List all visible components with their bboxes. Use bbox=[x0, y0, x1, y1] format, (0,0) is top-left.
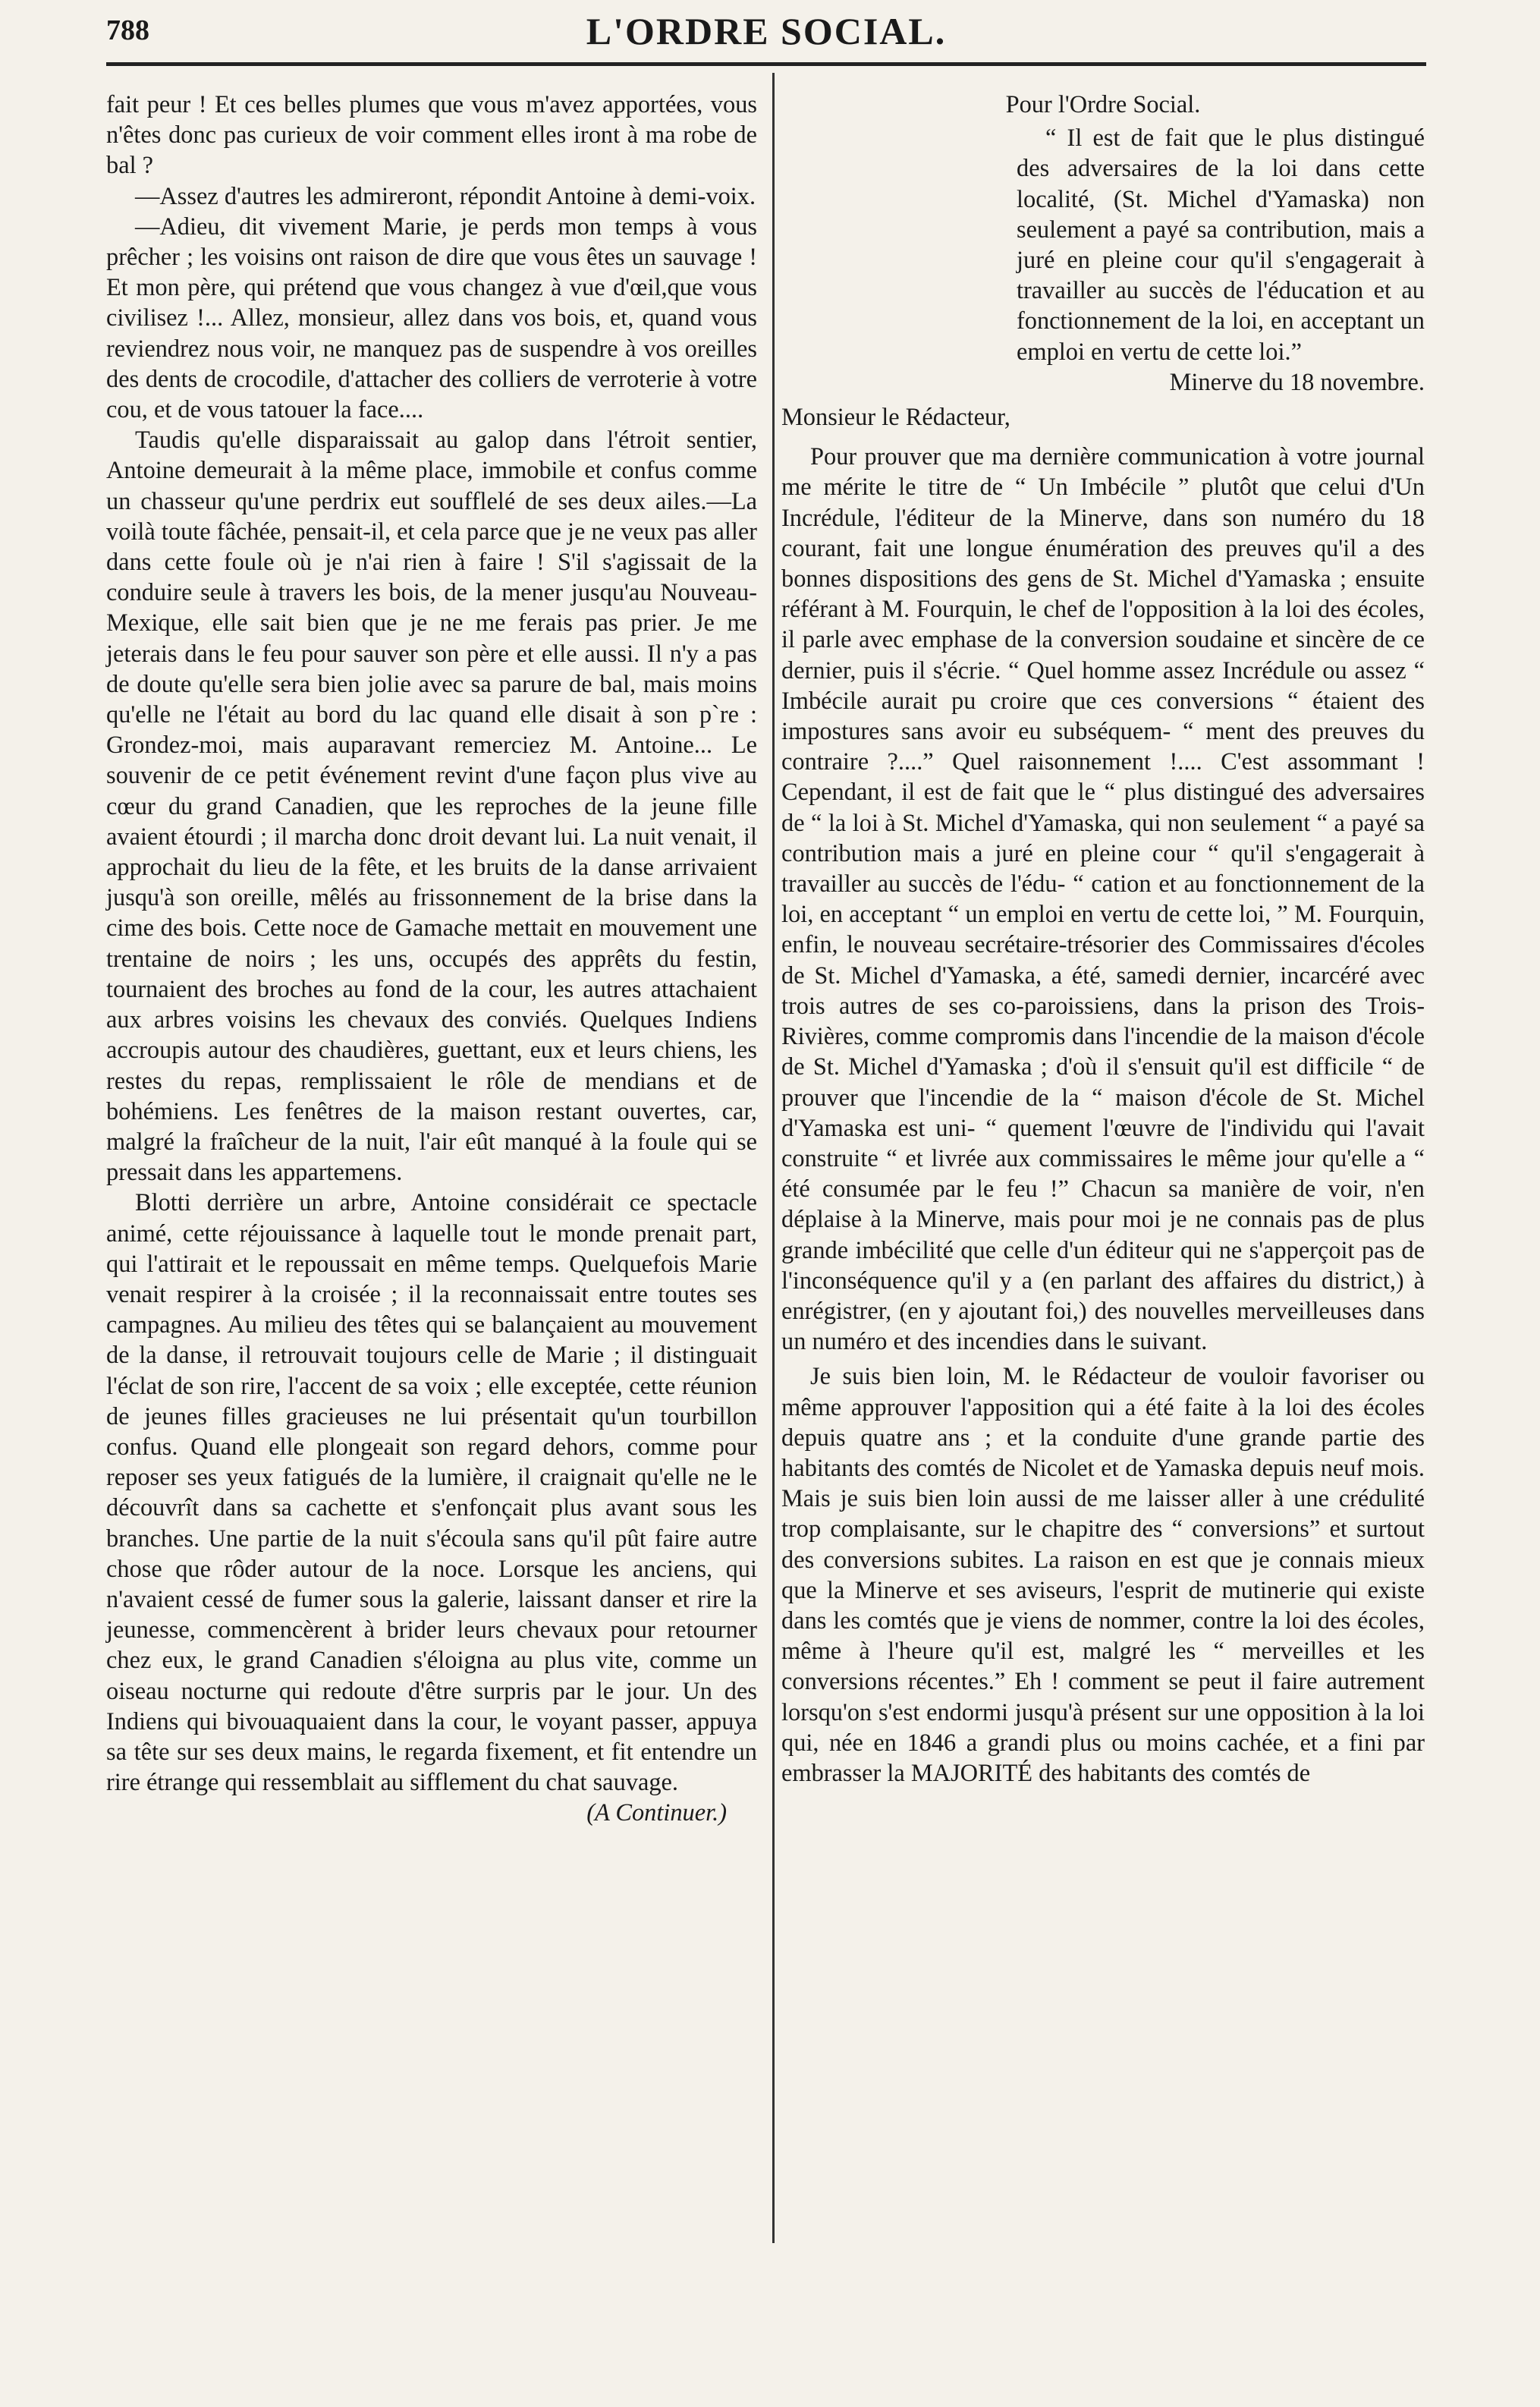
story-paragraph: fait peur ! Et ces belles plumes que vous m'avez apportées, vous n'êtes donc pas curieux de voir comment elles iront à ma robe de bal ? bbox=[106, 91, 757, 180]
epigraph-quote: “ Il est de fait que le plus distingué des adversaires de la loi dans cette localité, (St. Michel d'Yamaska) non seulement a payé sa contribution, mais a juré en pleine cour qu'il s'engagerait à travailler au succès de l'éducation et au fonctionnement de la loi, en acceptant un emploi en vertu de cette loi.” bbox=[1017, 124, 1425, 366]
page-number: 788 bbox=[106, 14, 149, 46]
quote-attribution: Minerve du 18 novembre. bbox=[1169, 368, 1425, 396]
left-column bbox=[106, 90, 757, 1829]
story-paragraph: Taudis qu'elle disparaissait au galop dans l'étroit sentier, Antoine demeurait à la même place, immobile et confus comme un chasseur qu'une perdrix eut soufflelé de ses deux ailes.—La voilà toute fâchée, pensait-il, et cela parce que je ne veux pas aller dans cette foule où je n'ai rien à faire ! S'il s'agissait de la conduire seule à travers les bois, de la mener jusqu'au Nouveau-Mexique, elle sait bien que je ne me ferais pas prier. Je me jeterais dans le feu pour sauver son père et elle aussi. Il n'y a pas de doute qu'elle sera bien jolie avec sa parure de bal, mais moins qu'elle ne l'était au bord du lac quand elle disait à son p`re : Grondez-moi, mais auparavant remerciez M. Antoine... Le souvenir de ce petit événement revint d'une façon plus vive au cœur du grand Canadien, que les reproches de la jeune fille avaient étourdi ; il marcha donc droit devant lui. La nuit venait, il approchait du lieu de la fête, et les bruits de la danse arrivaient jusqu'à son oreille, mêlés au frissonnement de la brise dans la cime des bois. Cette noce de Gamache mettait en mouvement une trentaine de noirs ; les uns, occupés des apprêts du festin, tournaient des broches au fond de la cour, les autres attachaient aux arbres voisins les chevaux des conviés. Quelques Indiens accroupis autour des chaudières, guettant, eux et leurs chiens, les restes du repas, remplissaient le rôle de mendians et de bohémiens. Les fenêtres de la maison restant ouvertes, car, malgré la fraîcheur de la nuit, l'air eût manqué à la foule qui se pressait dans les appartemens. bbox=[106, 426, 757, 1187]
letter-salutation: Monsieur le Rédacteur, bbox=[781, 404, 1010, 432]
story-paragraph: Blotti derrière un arbre, Antoine considérait ce spectacle animé, cette réjouissance à laquelle tout le monde prenait part, qui l'attirait et le repoussait en même temps. Quelquefois Marie venait respirer à la croisée ; il la reconnaissait entre toutes ses campagnes. Au milieu des têtes qui se balançaient au mouvement de la danse, il retrouvait toujours celle de Marie ; il distinguait l'éclat de son rire, l'accent de sa voix ; elle exceptée, cette réunion de jeunes filles gracieuses ne lui présentait qu'un tourbillon confus. Quand elle plongeait son regard dehors, comme pour reposer ses yeux fatigués de la lumière, il craignait qu'elle ne le découvrît dans sa cachette et s'enfonçait plus avant sous les branches. Une partie de la nuit s'écoula sans qu'il pût faire autre chose que rôder autour de la noce. Lorsque les anciens, qui n'avaient cessé de fumer sous la galerie, laissant danser et rire la jeunesse, commencèrent à brider leurs chevaux pour retourner chez eux, le grand Canadien s'éloigna au plus vite, comme un oiseau nocturne qui redoute d'être surpris par le jour. Un des Indiens qui bivouaquaient dans la cour, le voyant passer, appuya sa tête sur ses deux mains, le regarda fixement, et fit entendre un rire étrange qui ressemblait au sifflement du chat sauvage. bbox=[106, 1189, 757, 1797]
letter-source: Pour l'Ordre Social. bbox=[1005, 91, 1201, 118]
continuation-note: (A Continuer.) bbox=[586, 1799, 727, 1827]
story-paragraph: —Assez d'autres les admireront, répondit Antoine à demi-voix. bbox=[135, 182, 756, 210]
column-divider bbox=[772, 73, 775, 2243]
letter-paragraph: Pour prouver que ma dernière communication à votre journal me mérite le titre de “ Un Imbécile ” plutôt que celui d'Un Incrédule, l'éditeur de la Minerve, dans son numéro du 18 courant, fait une longue énumération des preuves qu'il a des bonnes dispositions des gens de St. Michel d'Yamaska ; ensuite référant à M. Fourquin, le chef de l'opposition à la loi des écoles, il parle avec emphase de la conversion soudaine et sincère de ce dernier, puis il s'écrie. “ Quel homme assez Incrédule ou assez “ Imbécile aurait pu croire que ces conversions “ étaient des impostures sans avoir eu subséquem- “ ment des preuves du contraire ?....” Quel raisonnement !.... C'est assommant ! Cependant, il est de fait que le “ plus distingué des adversaires de “ la loi à St. Michel d'Yamaska, qui non seulement “ a payé sa contribution mais a juré en pleine cour “ qu'il s'engagerait à travailler au succès de l'édu- “ cation et au fonctionnement de la loi, en acceptant “ un emploi en vertu de cette loi, ” M. Fourquin, enfin, le nouveau secrétaire-trésorier des Commissaires d'écoles de St. Michel d'Yamaska, a été, samedi dernier, incarcéré avec trois autres de ses co-paroissiens, dans la prison des Trois-Rivières, comme compromis dans l'incendie de la maison d'école de St. Michel d'Yamaska ; d'où il s'ensuit qu'il est difficile “ de prouver que l'incendie de la “ maison d'école de St. Michel d'Yamaska est uni- “ quement l'œuvre de l'individu qui l'avait construite “ et livrée aux commissaires le même jour qu'elle a “ été consumée par le feu !” Chacun sa manière de voir, n'en déplaise à la Minerve, mais pour moi je ne connais pas de plus grande imbécilité que celle d'un éditeur qui ne s'apperçoit pas de l'inconséquence qu'il y a (en parlant des affaires du district,) à enrégistrer, (en y ajoutant foi,) des nouvelles merveilleuses dans un numéro et des incendies dans le suivant. bbox=[781, 443, 1425, 1356]
letter-paragraph: Je suis bien loin, M. le Rédacteur de vouloir favoriser ou même approuver l'apposition qui a été faite à la loi des écoles depuis quatre ans ; et la conduite d'une grande partie des habitants des comtés de Nicolet et de Yamaska depuis neuf mois. Mais je suis bien loin aussi de me laisser aller à une crédulité trop complaisante, sur le chapitre des “ conversions” et surtout des conversions subites. La raison en est que je connais mieux que la Minerve et ses aviseurs, l'esprit de mutinerie qui existe dans les comtés que je viens de nommer, contre la loi des écoles, même à l'heure qu'il est, malgré les “ merveilles et les conversions récentes.” Eh ! comment se peut il faire autrement lorsqu'on s'est endormi jusqu'à présent sur une opposition à la loi qui, née en 1846 a grandi plus ou moins cachée, et a fini par embrasser la MAJORITÉ des habitants des comtés de bbox=[781, 1363, 1425, 1787]
header-rule bbox=[106, 62, 1426, 66]
page-header bbox=[106, 6, 1426, 59]
story-paragraph: —Adieu, dit vivement Marie, je perds mon temps à vous prêcher ; les voisins ont raison de dire que vous êtes un sauvage ! Et mon père, qui prétend que vous changez à vue d'œil,que vous civilisez !... Allez, monsieur, allez dans vos bois, et, quand vous reviendrez nous voir, ne manquez pas de suspendre à vos oreilles des dents de crocodile, d'attacher des colliers de verroterie à votre cou, et de vous tatouer la face.... bbox=[106, 212, 757, 424]
right-column bbox=[781, 90, 1425, 1789]
newspaper-title: L'ORDRE SOCIAL. bbox=[586, 10, 947, 52]
